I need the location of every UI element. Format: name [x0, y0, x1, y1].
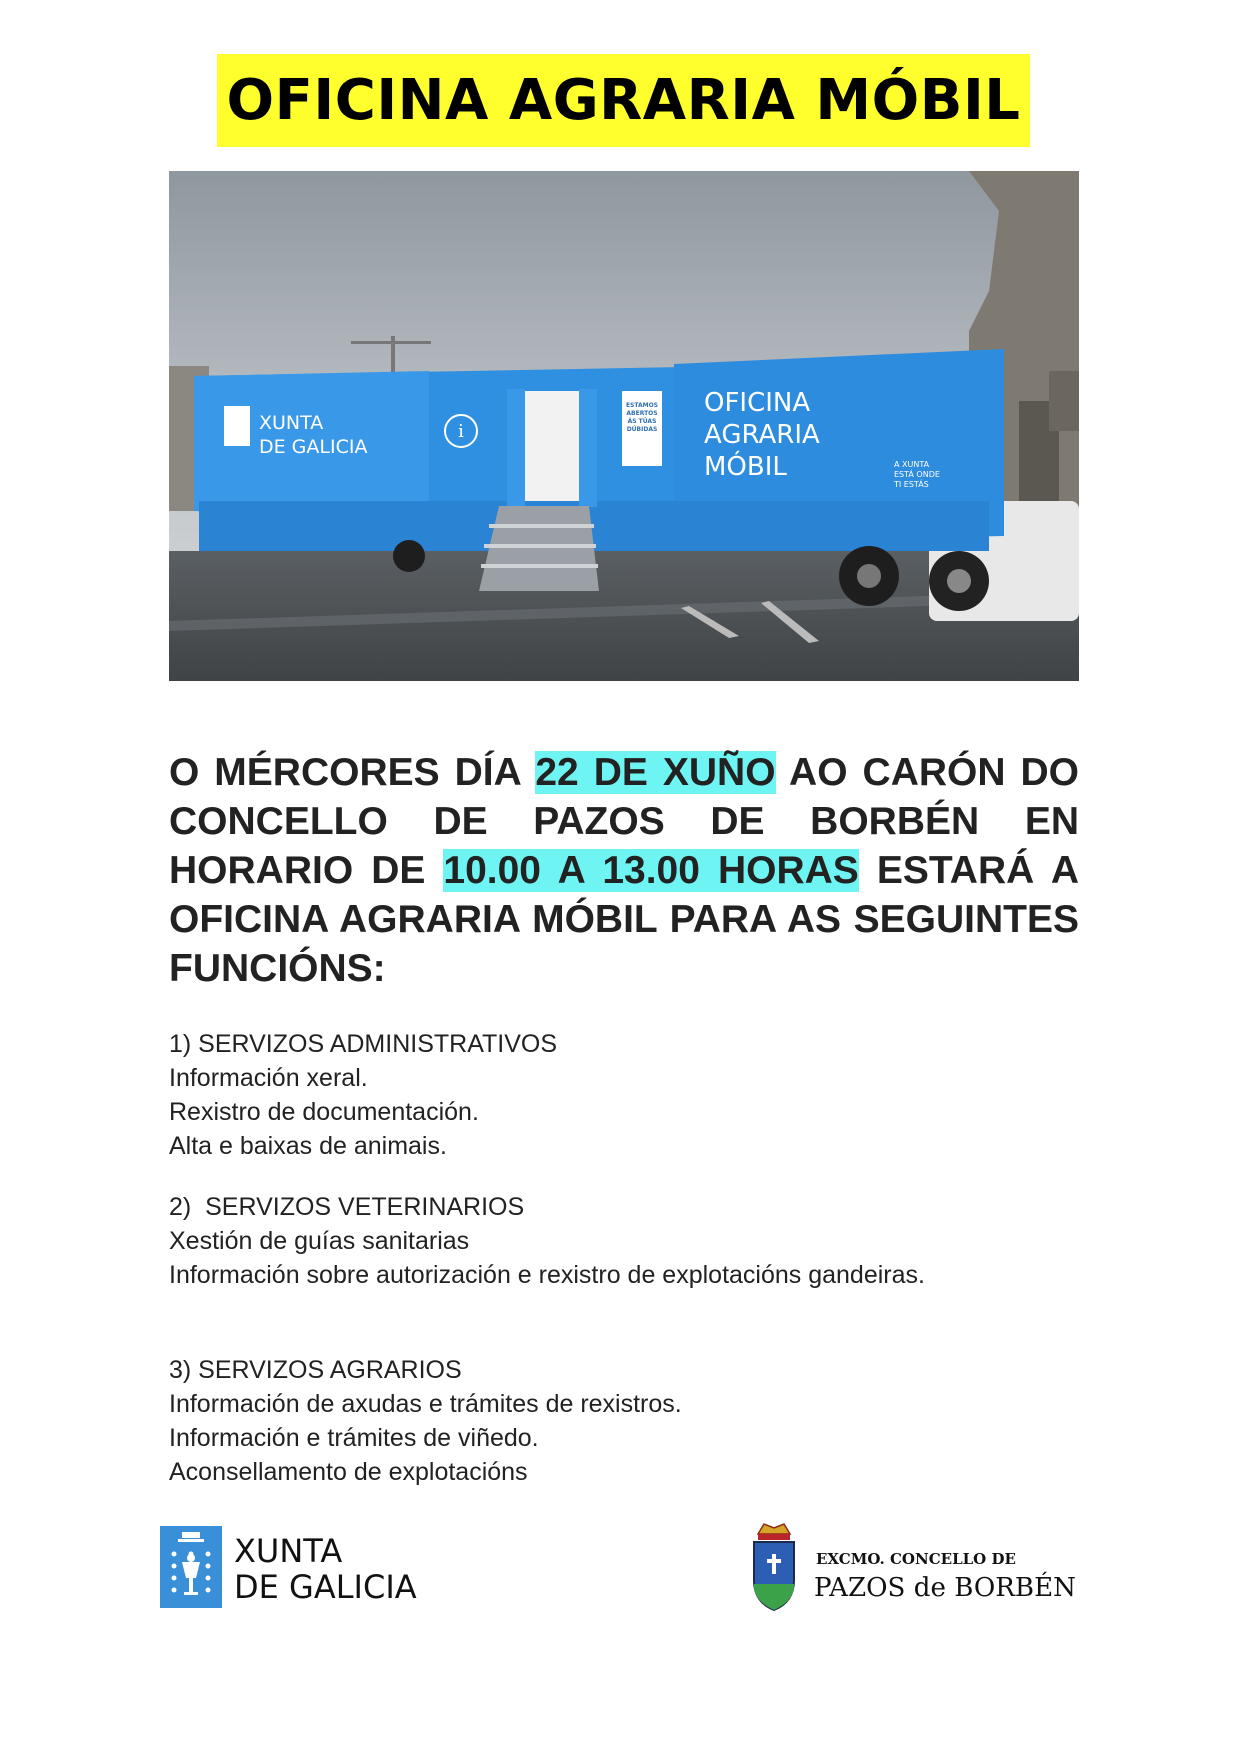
trailer-office-2: AGRARIA: [704, 420, 820, 450]
list-item: Información xeral.: [169, 1064, 368, 1092]
list-item: Aconsellamento de explotacións: [169, 1458, 528, 1486]
xunta-line-1: XUNTA: [234, 1532, 343, 1570]
title-banner: [217, 54, 1030, 147]
trailer-brand-1: XUNTA: [259, 412, 324, 434]
xunta-line-2: DE GALICIA: [234, 1568, 417, 1606]
list-item: Alta e baixas de animais.: [169, 1132, 447, 1160]
section-heading: 3) SERVIZOS AGRARIOS: [169, 1356, 462, 1384]
trailer-slogan-2: ESTÁ ONDE: [894, 470, 940, 479]
xunta-de-galicia-logo: [160, 1526, 490, 1608]
page-title: OFICINA AGRARIA MÓBIL: [226, 68, 1021, 133]
section-heading: 2) SERVIZOS VETERINARIOS: [169, 1193, 525, 1221]
trailer-slogan-1: A XUNTA: [894, 460, 930, 469]
trailer-office-1: OFICINA: [704, 388, 811, 418]
list-item: Información sobre autorización e rexistro de explotacións gandeiras.: [169, 1261, 925, 1289]
intro-part-3: ESTARÁ A OFICINA AGRARIA MÓBIL PARA AS SEGUINTES FUNCIÓNS:: [169, 849, 1080, 990]
trailer-brand-2: DE GALICIA: [259, 436, 368, 458]
intro-part-2: AO CARÓN DO CONCELLO DE PAZOS DE BORBÉN EN HORARIO DE: [169, 751, 1079, 892]
trailer-sign-1: ESTAMOS: [625, 402, 659, 409]
concello-pazos-de-borben-logo: [748, 1518, 1080, 1618]
intro-part-1: O MÉRCORES DÍA: [169, 751, 536, 794]
list-item: Información de axudas e trámites de rexistros.: [169, 1390, 682, 1418]
section-heading: 1) SERVIZOS ADMINISTRATIVOS: [169, 1030, 558, 1058]
announcement-text: [169, 748, 1079, 993]
trailer-sign-4: DÚBIDAS: [626, 426, 658, 433]
hours-highlight: 10.00 A 13.00 HORAS: [443, 849, 859, 892]
section-veterinary: [169, 1190, 1079, 1292]
trailer-sign-3: ÁS TÚAS: [627, 418, 657, 425]
concello-line-2: PAZOS de BORBÉN: [814, 1573, 1075, 1603]
svg-text:i: i: [458, 421, 464, 442]
list-item: Xestión de guías sanitarias: [169, 1227, 470, 1255]
list-item: Rexistro de documentación.: [169, 1098, 479, 1126]
section-agrarian: [169, 1353, 1079, 1489]
trailer-sign-2: ABERTOS: [626, 410, 658, 417]
section-administrative: [169, 1027, 1079, 1163]
mobile-office-photo: [169, 171, 1079, 681]
concello-line-1: EXCMO. CONCELLO DE: [816, 1550, 1016, 1568]
trailer-office-3: MÓBIL: [704, 452, 787, 482]
trailer-slogan-3: TI ESTÁS: [894, 480, 929, 489]
coat-of-arms-icon: [754, 1524, 794, 1610]
trailer-xunta-emblem: [224, 406, 250, 446]
list-item: Información e trámites de viñedo.: [169, 1424, 539, 1452]
date-highlight: 22 DE XUÑO: [535, 751, 776, 794]
